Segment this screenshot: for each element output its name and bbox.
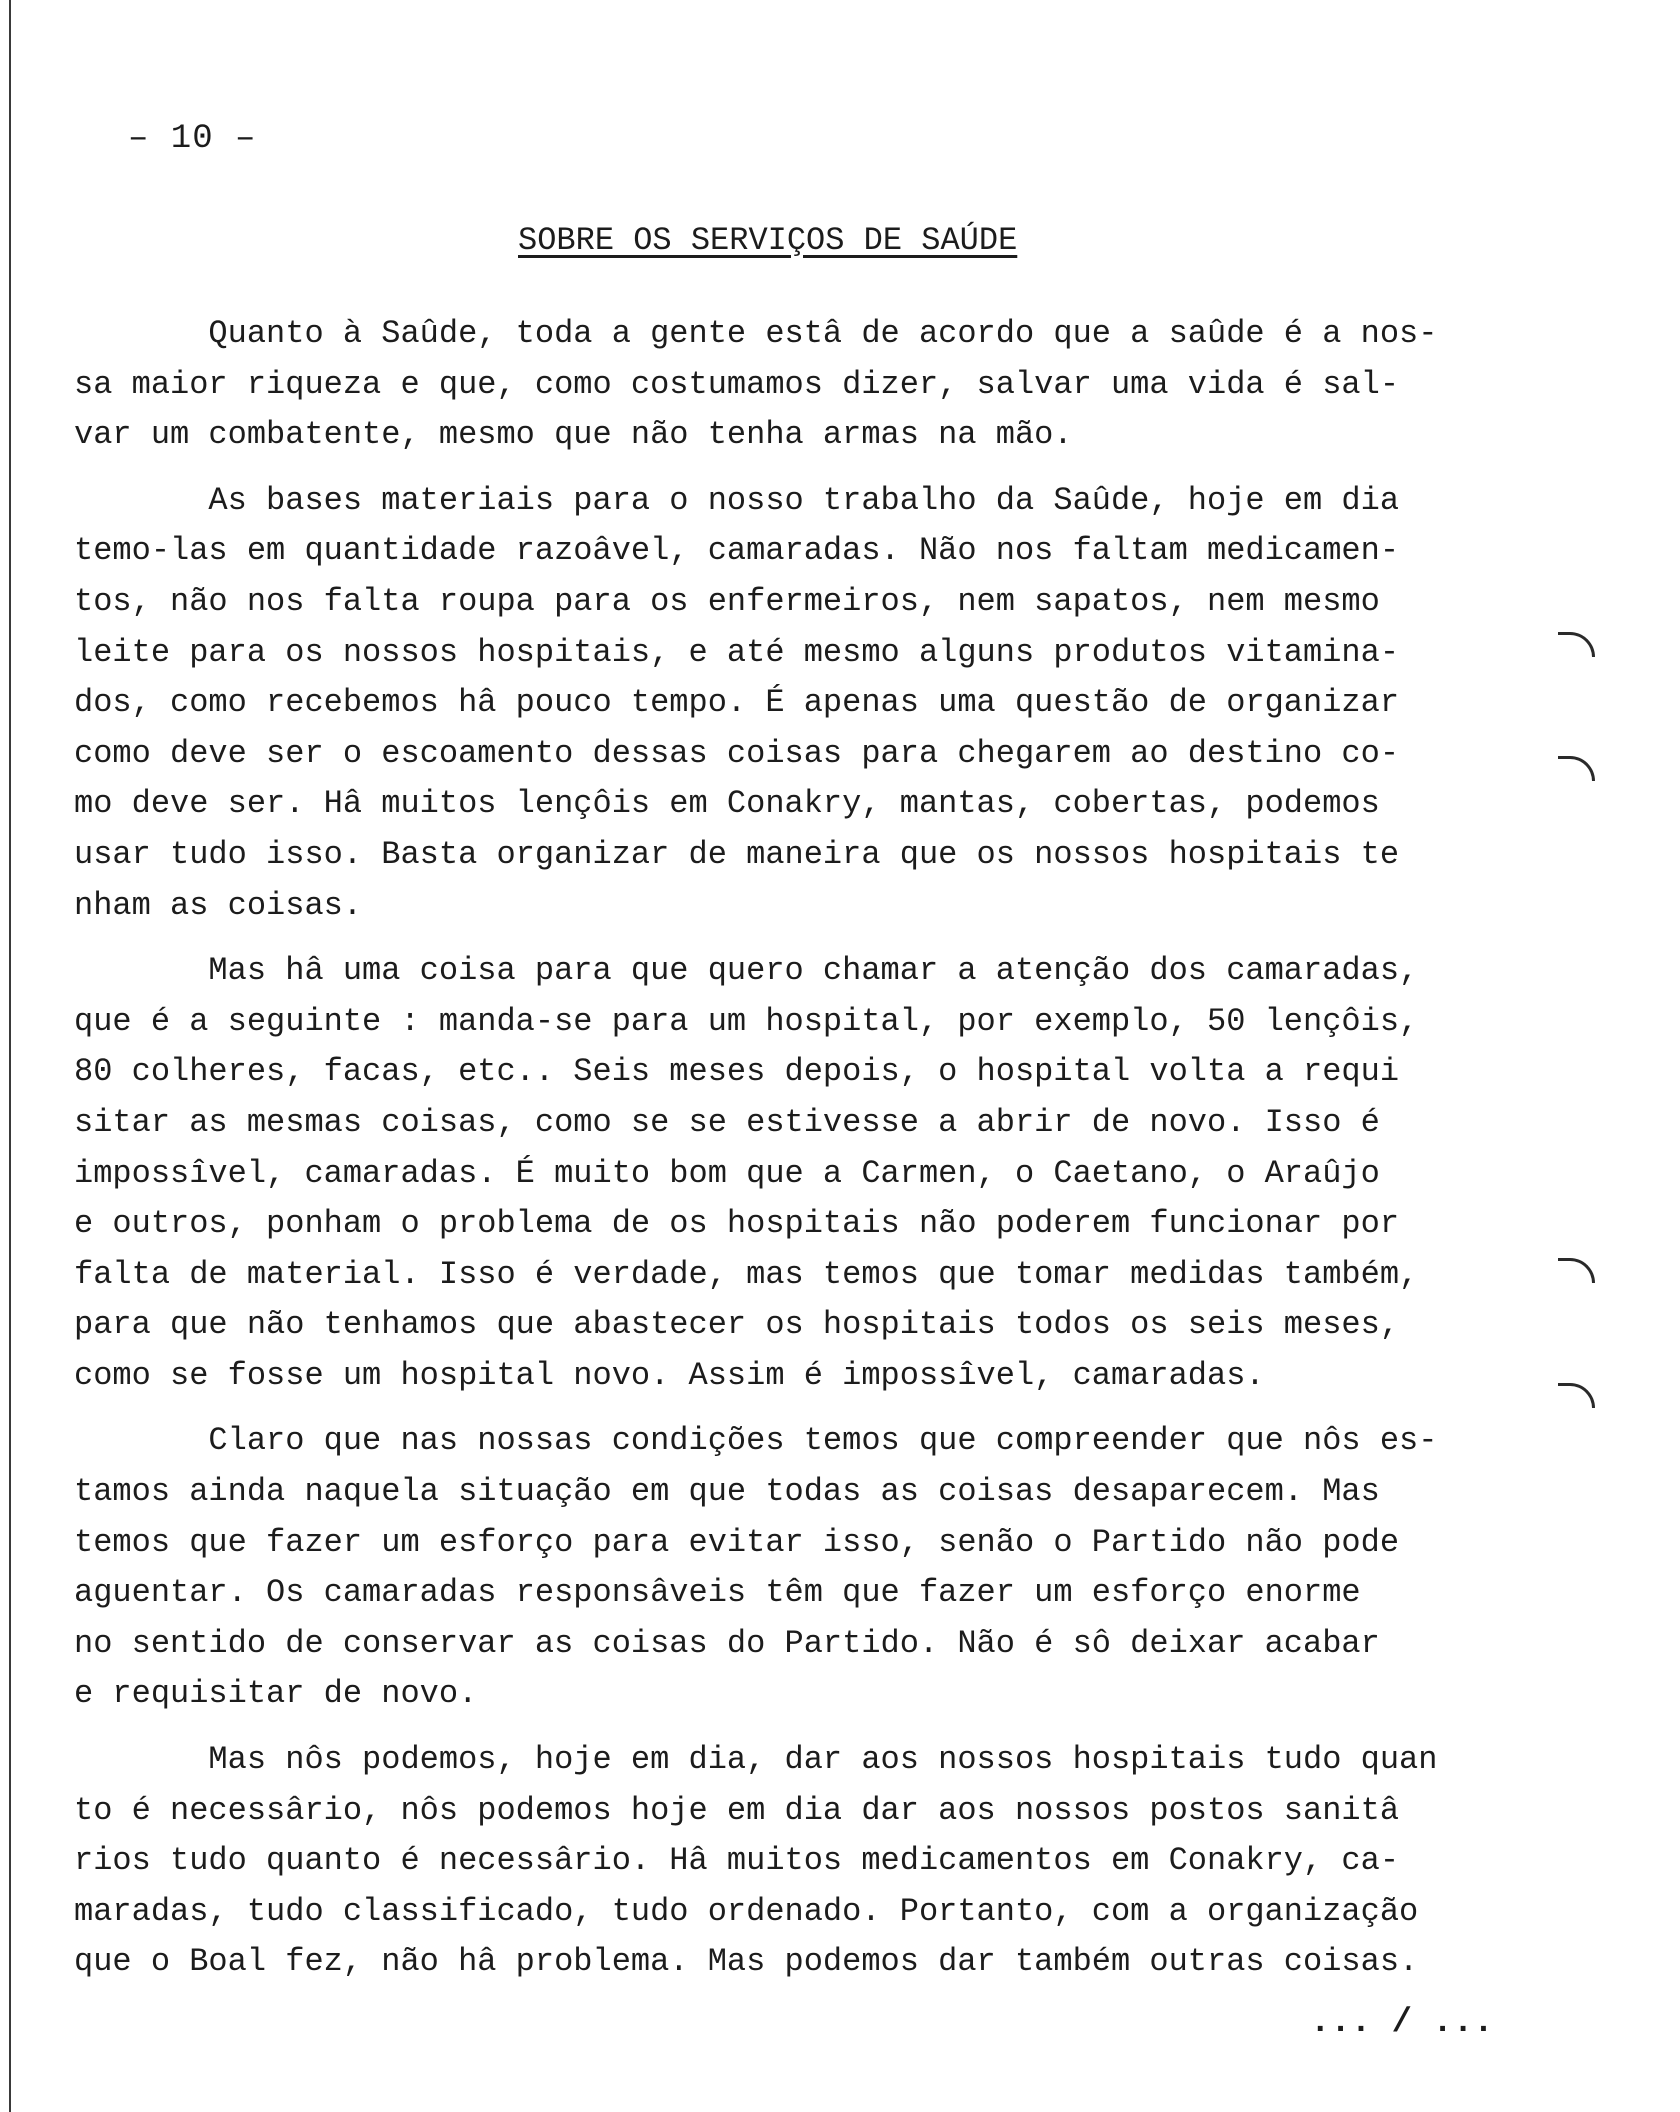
text-line: Mas hâ uma coisa para que quero chamar a atenção dos camaradas, xyxy=(74,952,1419,990)
paragraph-2 xyxy=(74,476,1514,931)
text-line: Mas nôs podemos, hoje em dia, dar aos nossos hospitais tudo quan xyxy=(74,1741,1438,1779)
text-line: sa maior riqueza e que, como costumamos dizer, salvar uma vida é sal- xyxy=(74,365,1400,403)
text-line: maradas, tudo classificado, tudo ordenado. Portanto, com a organização xyxy=(74,1892,1419,1930)
text-line: temos que fazer um esforço para evitar isso, senão o Partido não pode xyxy=(74,1523,1400,1561)
text-line: As bases materiais para o nosso trabalho da Saûde, hoje em dia xyxy=(74,481,1400,519)
text-line: nham as coisas. xyxy=(74,886,363,924)
paragraph-4 xyxy=(74,1416,1514,1720)
text-line: var um combatente, mesmo que não tenha armas na mão. xyxy=(74,416,1073,454)
text-line: to é necessârio, nôs podemos hoje em dia dar aos nossos postos sanitâ xyxy=(74,1791,1400,1829)
document-body xyxy=(74,309,1514,1988)
text-line: que o Boal fez, não hâ problema. Mas podemos dar também outras coisas. xyxy=(74,1943,1419,1981)
text-line: tamos ainda naquela situação em que todas as coisas desaparecem. Mas xyxy=(74,1473,1380,1511)
text-line: mo deve ser. Hâ muitos lençôis em Conakry, mantas, cobertas, podemos xyxy=(74,785,1380,823)
text-line: sitar as mesmas coisas, como se se estivesse a abrir de novo. Isso é xyxy=(74,1103,1380,1141)
text-line: 80 colheres, facas, etc.. Seis meses depois, o hospital volta a requi xyxy=(74,1053,1400,1091)
paragraph-1 xyxy=(74,309,1514,461)
text-line: usar tudo isso. Basta organizar de maneira que os nossos hospitais te xyxy=(74,835,1400,873)
page-number: – 10 – xyxy=(128,120,257,158)
text-line: e requisitar de novo. xyxy=(74,1675,478,1713)
paragraph-3 xyxy=(74,946,1514,1401)
margin-punch-mark xyxy=(1558,1383,1595,1408)
text-line: dos, como recebemos hâ pouco tempo. É apenas uma questão de organizar xyxy=(74,684,1400,722)
text-line: Claro que nas nossas condições temos que compreender que nôs es- xyxy=(74,1422,1438,1460)
text-line: para que não tenhamos que abastecer os hospitais todos os seis meses, xyxy=(74,1306,1400,1344)
text-line: rios tudo quanto é necessârio. Hâ muitos medicamentos em Conakry, ca- xyxy=(74,1842,1400,1880)
margin-punch-mark xyxy=(1558,1258,1595,1283)
margin-punch-mark xyxy=(1558,756,1595,781)
text-line: como se fosse um hospital novo. Assim é impossîvel, camaradas. xyxy=(74,1356,1265,1394)
margin-punch-mark xyxy=(1558,632,1595,657)
text-line: leite para os nossos hospitais, e até mesmo alguns produtos vitamina- xyxy=(74,633,1400,671)
text-line: aguentar. Os camaradas responsâveis têm que fazer um esforço enorme xyxy=(74,1574,1361,1612)
text-line: como deve ser o escoamento dessas coisas para chegarem ao destino co- xyxy=(74,734,1400,772)
text-line: no sentido de conservar as coisas do Partido. Não é sô deixar acabar xyxy=(74,1624,1380,1662)
text-line: Quanto à Saûde, toda a gente estâ de acordo que a saûde é a nos- xyxy=(74,315,1438,352)
continuation-marker: ... / ... xyxy=(1310,2004,1494,2042)
text-line: e outros, ponham o problema de os hospitais não poderem funcionar por xyxy=(74,1205,1400,1243)
paragraph-5 xyxy=(74,1735,1514,1988)
section-title: SOBRE OS SERVIÇOS DE SAÚDE xyxy=(518,222,1018,259)
left-margin-rule xyxy=(9,0,11,2112)
text-line: tos, não nos falta roupa para os enfermeiros, nem sapatos, nem mesmo xyxy=(74,582,1380,620)
text-line: que é a seguinte : manda-se para um hospital, por exemplo, 50 lençôis, xyxy=(74,1002,1419,1040)
text-line: impossîvel, camaradas. É muito bom que a Carmen, o Caetano, o Araûjo xyxy=(74,1154,1380,1192)
text-line: temo-las em quantidade razoâvel, camaradas. Não nos faltam medicamen- xyxy=(74,532,1400,570)
text-line: falta de material. Isso é verdade, mas temos que tomar medidas também, xyxy=(74,1255,1419,1293)
